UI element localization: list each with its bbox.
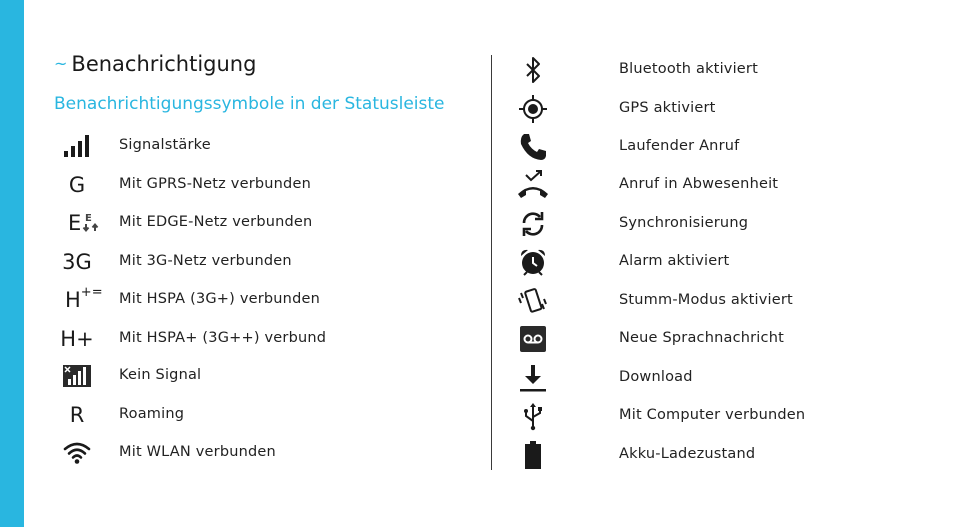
list-item-label: Mit HSPA+ (3G++) verbund — [119, 330, 327, 346]
list-item-label: Download — [619, 369, 693, 385]
list-item-label: Mit HSPA (3G+) verbunden — [119, 291, 320, 307]
list-item-label: Signalstärke — [119, 137, 211, 153]
list-item-label: Roaming — [119, 406, 185, 422]
signal-strength-icon — [54, 131, 100, 161]
list-item-label: Akku-Ladezustand — [619, 446, 756, 462]
list-item-label: Alarm aktiviert — [619, 253, 730, 269]
usb-icon — [510, 401, 556, 431]
page-title — [54, 52, 256, 76]
list-item-label: Bluetooth aktiviert — [619, 61, 758, 77]
roaming-icon: R — [69, 402, 85, 427]
edge-icon: E E — [54, 208, 126, 238]
list-item-label: Mit GPRS-Netz verbunden — [119, 176, 311, 192]
download-icon — [510, 363, 556, 393]
list-item-label: Anruf in Abwesenheit — [619, 176, 779, 192]
wifi-icon — [54, 438, 100, 468]
list-item-label: Neue Sprachnachricht — [619, 330, 784, 346]
hspa-plus-icon: H+ — [60, 326, 94, 351]
list-item-label: Mit Computer verbunden — [619, 407, 806, 423]
heading-prefix: ~ — [54, 54, 68, 73]
vibrate-icon — [510, 286, 556, 316]
alarm-icon — [510, 247, 556, 277]
bluetooth-icon — [510, 55, 556, 85]
list-item-label: Mit 3G-Netz verbunden — [119, 253, 292, 269]
sync-icon — [510, 209, 556, 239]
svg-text:E: E — [85, 213, 93, 224]
voicemail-icon — [510, 324, 556, 354]
hspa-icon: H += — [65, 284, 103, 312]
column-divider — [491, 55, 492, 470]
gprs-icon: G — [68, 172, 86, 197]
phone-icon — [510, 132, 556, 162]
list-item-label: GPS aktiviert — [619, 100, 716, 116]
page-title-text: Benachrichtigung — [71, 52, 257, 76]
list-item-label: Synchronisierung — [619, 215, 749, 231]
missed-call-icon — [510, 170, 556, 200]
gps-icon — [510, 94, 556, 124]
list-item-label: Mit WLAN verbunden — [119, 444, 276, 460]
battery-icon — [510, 440, 556, 470]
list-item-label: Mit EDGE-Netz verbunden — [119, 214, 313, 230]
no-signal-icon — [54, 361, 100, 391]
3g-icon: 3G — [62, 249, 92, 274]
list-item-label: Laufender Anruf — [619, 138, 740, 154]
section-subtitle: Benachrichtigungssymbole in der Statusleiste — [54, 94, 445, 114]
list-item-label: Stumm-Modus aktiviert — [619, 292, 793, 308]
list-item-label: Kein Signal — [119, 367, 202, 383]
accent-side-bar — [0, 0, 24, 527]
